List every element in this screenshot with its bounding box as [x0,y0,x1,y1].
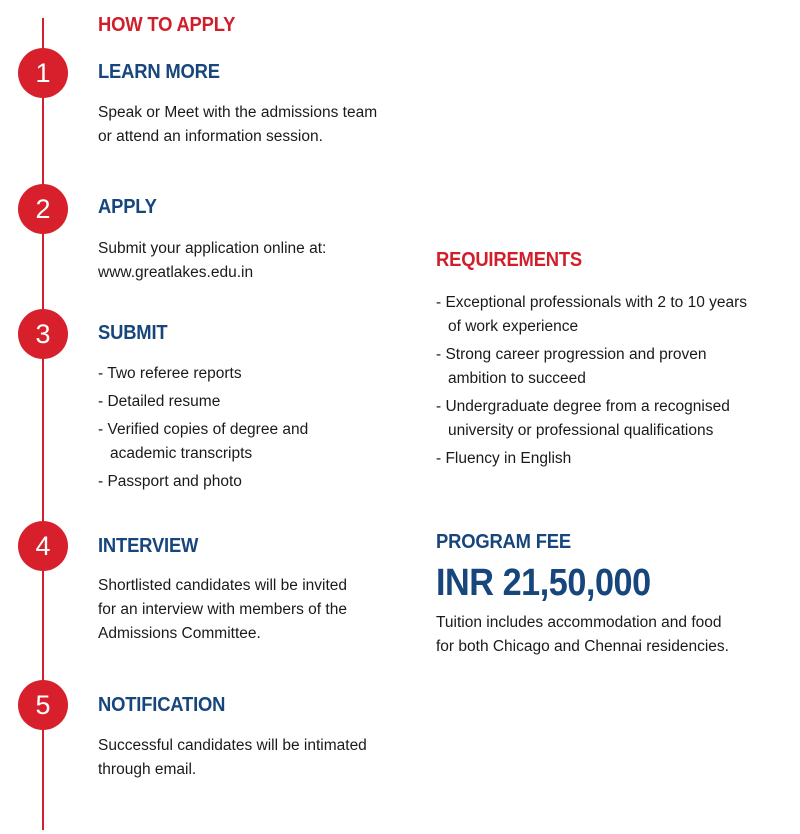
step-1-line: or attend an information session. [98,128,323,145]
step-4-line: Shortlisted candidates will be invited [98,577,347,594]
step-1-text [98,101,377,149]
program-fee-title: PROGRAM FEE [436,531,571,553]
list-item: - Exceptional professionals with 2 to 10 years of work experience [436,291,756,339]
step-5-line: through email. [98,761,197,778]
step-2-circle: 2 [18,184,68,234]
step-4-line: Admissions Committee. [98,625,261,642]
step-1-line: Speak or Meet with the admissions team [98,104,378,121]
step-4-line: for an interview with members of the [98,601,347,618]
how-to-apply-title: HOW TO APPLY [98,14,236,36]
submit-list [98,362,338,498]
step-5-circle: 5 [18,680,68,730]
list-item: - Strong career progression and proven ambition to succeed [436,343,756,391]
step-2-line: Submit your application online at: [98,240,327,257]
list-item: - Fluency in English [436,447,756,471]
step-4-circle: 4 [18,521,68,571]
step-5-line: Successful candidates will be intimated [98,737,367,754]
step-1-circle: 1 [18,48,68,98]
step-3-title: SUBMIT [98,322,168,344]
requirements-list [436,291,756,475]
list-item: - Passport and photo [98,470,338,494]
step-4-title: INTERVIEW [98,535,199,557]
list-item: - Undergraduate degree from a recognised university or professional qualifications [436,395,756,443]
step-2-title: APPLY [98,196,157,218]
program-fee-text [436,611,729,659]
list-item: - Verified copies of degree and academic transcripts [98,418,338,466]
step-4-text [98,574,347,646]
list-item: - Two referee reports [98,362,338,386]
program-fee-line: Tuition includes accommodation and food [436,614,722,631]
program-fee-amount: INR 21,50,000 [436,562,651,604]
step-5-text [98,734,367,782]
step-3-circle: 3 [18,309,68,359]
list-item: - Detailed resume [98,390,338,414]
requirements-title: REQUIREMENTS [436,249,583,271]
program-fee-line: for both Chicago and Chennai residencies. [436,638,729,655]
step-2-text [98,237,326,285]
step-5-title: NOTIFICATION [98,694,226,716]
step-1-title: LEARN MORE [98,61,220,83]
website-link[interactable]: www.greatlakes.edu.in [98,264,254,281]
